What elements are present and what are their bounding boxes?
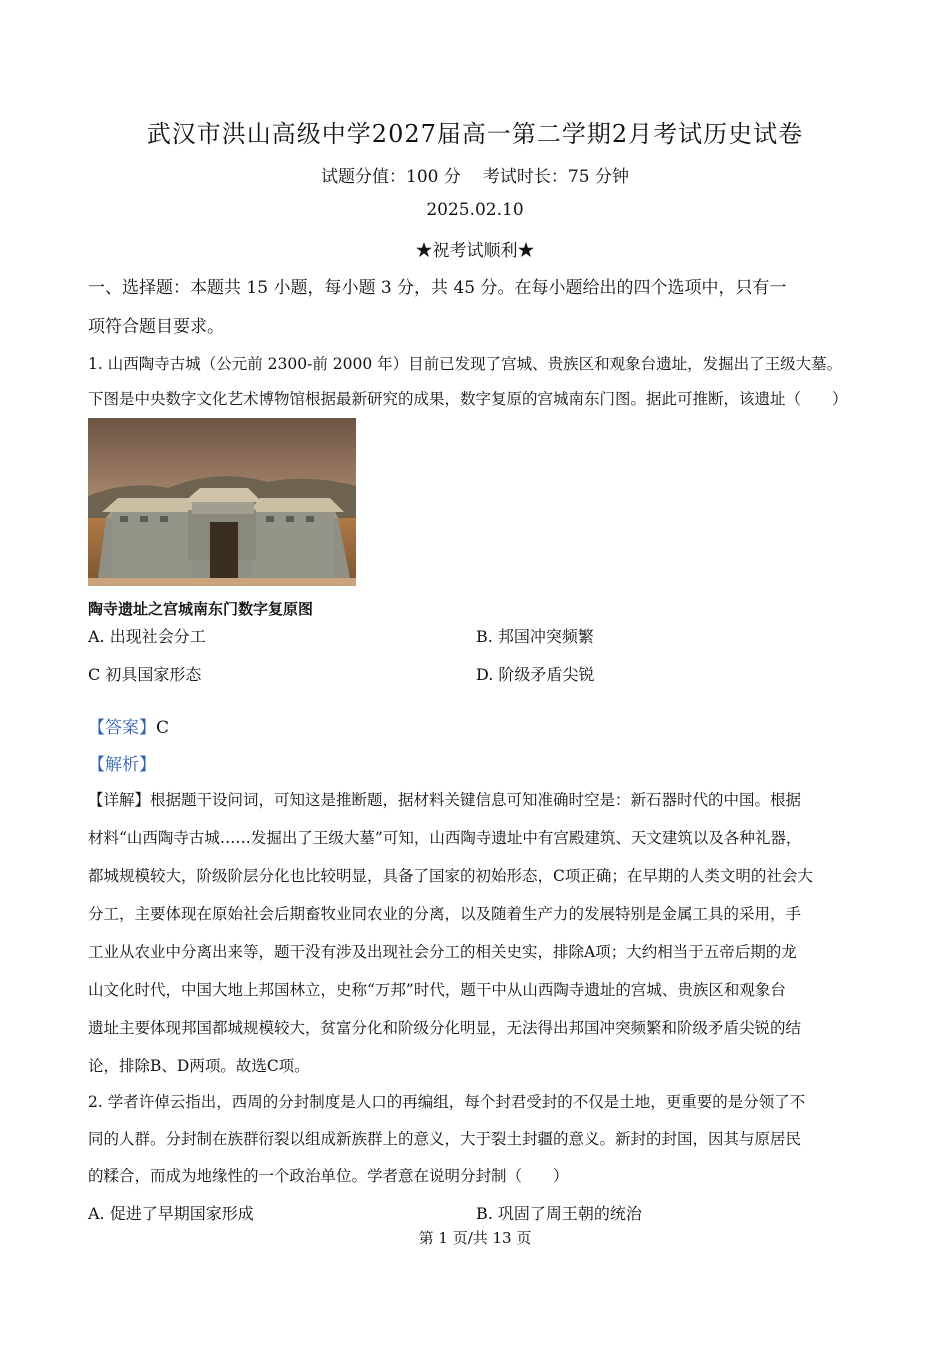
q1-stem-line2: 下图是中央数字文化艺术博物馆根据最新研究的成果，数字复原的宫城南东门图。据此可推断，该遗址（ ） bbox=[88, 390, 848, 408]
q1-detail-line: 论，排除B、D两项。故选C项。 bbox=[88, 1057, 310, 1075]
q1-detail-line: 遗址主要体现邦国都城规模较大，贫富分化和阶级分化明显，无法得出邦国冲突频繁和阶级矛盾尖锐的结 bbox=[88, 1019, 802, 1037]
q1-detail-line: 材料“山西陶寺古城……发掘出了王级大墓”可知，山西陶寺遗址中有宫殿建筑、天文建筑以及各种礼器， bbox=[88, 829, 802, 847]
score-info: 试题分值：100 分 bbox=[321, 167, 461, 187]
q1-detail-line: 都城规模较大，阶级阶层分化也比较明显，具备了国家的初始形态，C项正确；在早期的人类文明的社会大 bbox=[88, 867, 813, 885]
section-heading-line1: 一、选择题：本题共 15 小题，每小题 3 分，共 45 分。在每小题给出的四个选项中，只有一 bbox=[88, 278, 787, 298]
exam-info bbox=[0, 162, 950, 187]
exam-date: 2025.02.10 bbox=[426, 200, 524, 220]
page-title: 武汉市洪山高级中学2027届高一第二学期2月考试历史试卷 bbox=[146, 120, 804, 148]
q1-detail-line: 分工，主要体现在原始社会后期畜牧业同农业的分离，以及随着生产力的发展特别是金属工具的采用，手 bbox=[88, 905, 802, 923]
analysis-tag: 【解析】 bbox=[88, 755, 156, 775]
answer-tag: 【答案】 bbox=[88, 718, 156, 738]
q2-stem-line: 2. 学者许倬云指出，西周的分封制度是人口的再编组，每个封君受封的不仅是土地，更重要的是分领了不 bbox=[88, 1093, 806, 1111]
q1-option-b[interactable]: B. 邦国冲突频繁 bbox=[476, 627, 594, 646]
q2-option-a[interactable]: A. 促进了早期国家形成 bbox=[88, 1204, 254, 1223]
q2-stem-line: 同的人群。分封制在族群衍裂以组成新族群上的意义，大于裂土封疆的意义。新封的封国，因其与原居民 bbox=[88, 1130, 802, 1148]
q1-detail-line: 山文化时代，中国大地上邦国林立，史称“万邦”时代，题干中从山西陶寺遗址的宫城、贵族区和观象台 bbox=[88, 981, 786, 999]
q1-analysis-heading bbox=[88, 750, 868, 775]
page-number: 第 1 页/共 13 页 bbox=[418, 1229, 532, 1247]
q2-option-b[interactable]: B. 巩固了周王朝的统治 bbox=[476, 1204, 642, 1223]
q1-stem-line1: 1. 山西陶寺古城（公元前 2300-前 2000 年）目前已发现了宫城、贵族区和观象台遗址，发掘出了王级大墓。 bbox=[88, 355, 843, 373]
q1-option-a[interactable]: A. 出现社会分工 bbox=[88, 627, 206, 646]
q1-detail-line: 工业从农业中分离出来等，题干没有涉及出现社会分工的相关史实，排除A项；大约相当于五帝后期的龙 bbox=[88, 943, 797, 961]
q1-detail-line bbox=[88, 788, 868, 810]
palace-gate-illustration bbox=[88, 418, 356, 586]
palace-gate-picture bbox=[88, 418, 356, 586]
q1-answer bbox=[88, 713, 868, 738]
detail-tag: 【详解】 bbox=[88, 791, 151, 809]
duration-info: 考试时长：75 分钟 bbox=[482, 167, 629, 187]
q1-option-c[interactable]: C 初具国家形态 bbox=[88, 665, 202, 684]
detail-text: 根据题干设问词，可知这是推断题，据材料关键信息可知准确时空是：新石器时代的中国。根据 bbox=[150, 791, 802, 809]
section-heading-line2: 项符合题目要求。 bbox=[88, 317, 224, 337]
good-luck-note: ★祝考试顺利★ bbox=[415, 241, 535, 261]
q2-stem-line: 的糅合，而成为地缘性的一个政治单位。学者意在说明分封制（ ） bbox=[88, 1167, 569, 1185]
q1-option-d[interactable]: D. 阶级矛盾尖锐 bbox=[476, 665, 595, 684]
answer-value: C bbox=[156, 718, 170, 738]
figure-caption: 陶寺遗址之宫城南东门数字复原图 bbox=[88, 600, 314, 618]
